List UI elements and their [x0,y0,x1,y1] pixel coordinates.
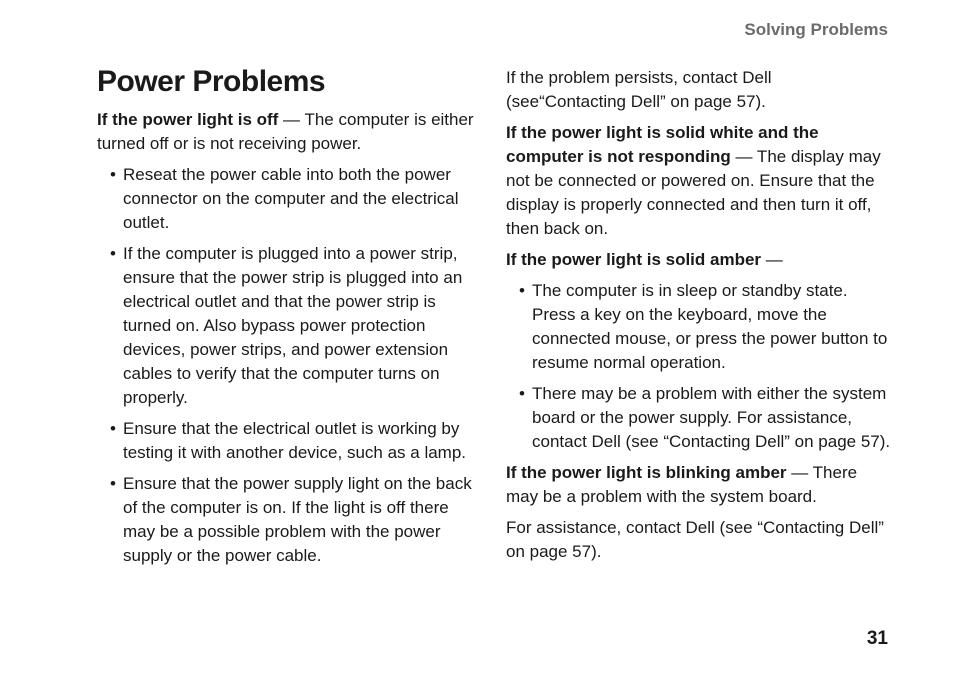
list-item-text: Ensure that the power supply light on the back of the computer is on. If the light is off there may be a possible problem with the power supply or the power cable. [123,474,472,565]
solid-amber-paragraph [506,248,891,272]
power-off-text: — The computer is either turned off or is not receiving power. [97,110,474,153]
list-item: • Ensure that the power supply light on the back of the computer is on. If the light is off there may be a possible problem with the power supply or the power cable. [110,474,472,565]
power-off-paragraph [97,108,482,156]
list-item: • If the computer is plugged into a power strip, ensure that the power strip is plugged into an electrical outlet and that the power strip is turned on. Also bypass power protection devices, power strips, and power extension cables to verify that the computer turns on properly. [110,244,463,407]
left-column [97,64,482,575]
assistance-paragraph: For assistance, contact Dell (see “Contacting Dell” on page 57). [506,518,884,561]
solid-amber-text: — [761,250,783,269]
solid-white-paragraph [506,121,891,241]
solid-white-heading: If the power light is solid white and the computer is not responding [506,123,819,166]
solid-amber-heading: If the power light is solid amber [506,250,762,269]
list-item: • Reseat the power cable into both the power connector on the computer and the electrical outlet. [110,165,459,232]
solid-white-text: — The display may not be connected or powered on. Ensure that the display is properly connected and then turn it off, then back on. [506,147,881,238]
page-title: Power Problems [97,65,326,98]
list-item: • Ensure that the electrical outlet is working by testing it with another device, such as a lamp. [110,419,467,462]
list-item-text: Reseat the power cable into both the power connector on the computer and the electrical outlet. [123,165,459,232]
list-item: • The computer is in sleep or standby state. Press a key on the keyboard, move the connected mouse, or press the power button to resume normal operation. [519,281,888,372]
list-item-text: The computer is in sleep or standby state. Press a key on the keyboard, move the connected mouse, or press the power button to resume normal operation. [532,281,888,372]
page-number: 31 [866,628,888,649]
blinking-amber-paragraph [506,461,891,509]
list-item-text: If the computer is plugged into a power strip, ensure that the power strip is plugged into an electrical outlet and that the power strip is turned on. Also bypass power protection devices, power strips, and power extension cables to verify that the computer turns on properly. [123,244,463,407]
list-item-text: Ensure that the electrical outlet is working by testing it with another device, such as a lamp. [123,419,467,462]
right-column [506,66,891,571]
list-item: • There may be a problem with either the system board or the power supply. For assistance, contact Dell (see “Contacting Dell” on page 57). [519,384,891,451]
persist-paragraph: If the problem persists, contact Dell (see“Contacting Dell” on page 57). [506,68,772,111]
list-item-text: There may be a problem with either the system board or the power supply. For assistance, contact Dell (see “Contacting Dell” on page 57). [532,384,891,451]
section-header: Solving Problems [744,20,888,39]
blinking-amber-text: — There may be a problem with the system board. [506,463,858,506]
solid-amber-bullet-list [506,279,891,454]
power-off-heading: If the power light is off [97,110,279,129]
power-off-bullet-list [97,163,482,568]
blinking-amber-heading: If the power light is blinking amber [506,463,787,482]
